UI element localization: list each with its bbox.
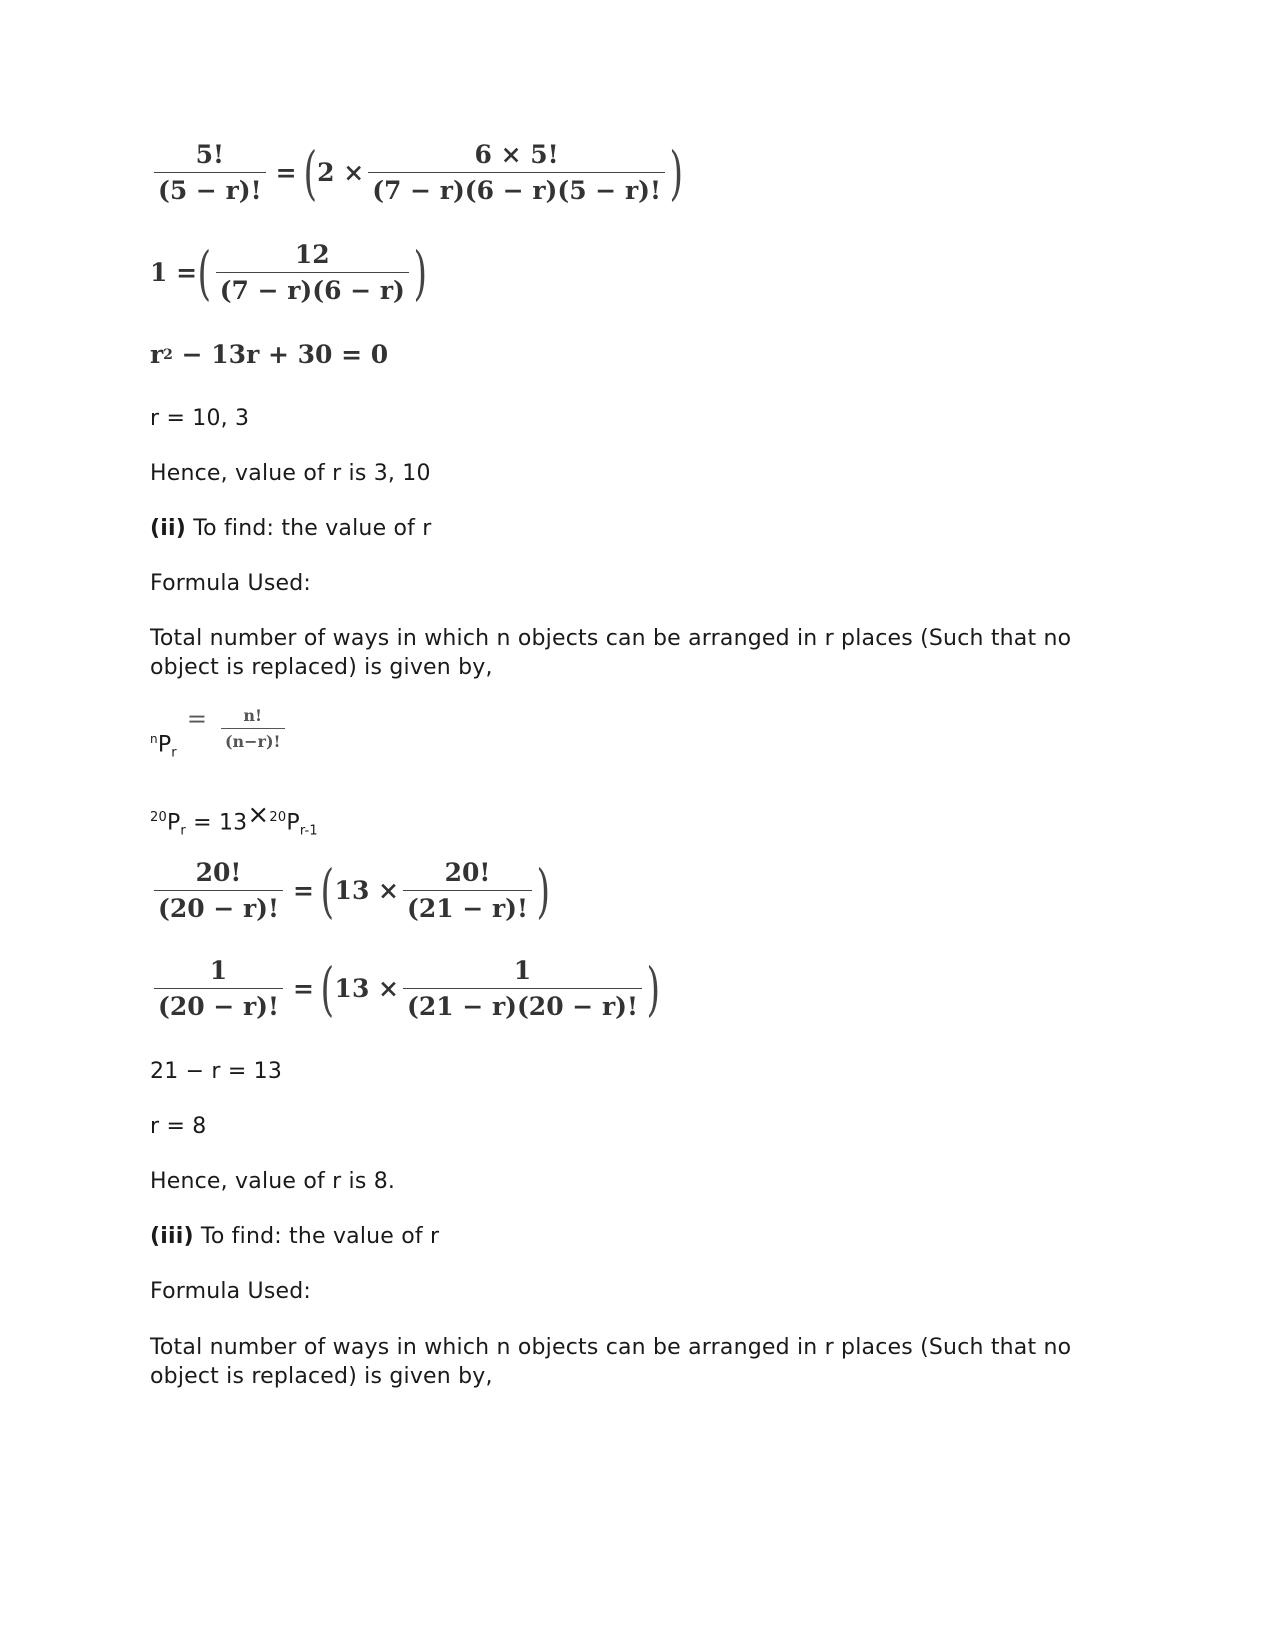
fraction-denominator: (20 − r)! xyxy=(154,890,283,923)
formula-used-label: Formula Used: xyxy=(150,1279,312,1304)
equals-sign: = xyxy=(292,876,314,905)
times-sign: × xyxy=(247,800,270,831)
fraction-numerator: 1 xyxy=(513,956,532,985)
text-21-minus-r: 21 − r = 13 xyxy=(150,1059,283,1084)
fraction-denominator: (5 − r)! xyxy=(154,172,266,205)
pre-superscript: 20 xyxy=(150,810,167,825)
paragraph-line: Total number of ways in which n objects can be arranged in r places (Such that no xyxy=(150,1335,1072,1360)
quadratic-rest: − 13r + 30 = 0 xyxy=(172,340,389,369)
fraction-denominator: (7 − r)(6 − r)(5 − r)! xyxy=(368,172,665,205)
equation-lhs: 1 = xyxy=(150,258,198,287)
subscript: r xyxy=(180,823,186,839)
paragraph-line: object is replaced) is given by, xyxy=(150,655,493,680)
fraction-denominator: (21 − r)! xyxy=(403,890,532,923)
fraction-denominator: (20 − r)! xyxy=(154,988,283,1021)
part-ii-heading xyxy=(150,514,432,543)
npr-p: P xyxy=(157,732,172,758)
part-label: (iii) xyxy=(150,1224,194,1249)
paragraph-line: object is replaced) is given by, xyxy=(150,1364,493,1389)
equation-one-over-20 xyxy=(150,956,661,1021)
fraction-lhs xyxy=(154,140,266,205)
part-iii-heading xyxy=(150,1222,439,1251)
equals-sign: = xyxy=(186,704,207,733)
text-hence-1: Hence, value of r is 3, 10 xyxy=(150,461,431,486)
subscript: r-1 xyxy=(299,823,318,839)
left-paren: ( xyxy=(303,138,317,207)
npr-fraction xyxy=(221,706,285,751)
fraction-lhs xyxy=(154,858,283,923)
left-paren: ( xyxy=(320,954,335,1023)
equation-one-equals xyxy=(150,240,427,305)
fraction-rhs xyxy=(216,240,409,305)
quadratic-exponent: 2 xyxy=(163,346,173,363)
right-paren: ) xyxy=(413,238,427,307)
left-paren: ( xyxy=(197,238,212,307)
npr-definition xyxy=(187,706,289,751)
right-paren: ) xyxy=(669,138,684,207)
fraction-denominator: (n−r)! xyxy=(221,728,285,751)
paragraph-total-ways xyxy=(150,624,1071,682)
coefficient: 13 × xyxy=(334,974,399,1003)
right-paren: ) xyxy=(536,856,551,925)
fraction-rhs xyxy=(368,140,665,205)
npr-symbol xyxy=(150,729,177,764)
coefficient: 13 × xyxy=(334,876,399,905)
paragraph-line: Total number of ways in which n objects can be arranged in r places (Such that no xyxy=(150,626,1072,651)
text-r-equals-8: r = 8 xyxy=(150,1114,207,1139)
equals-sign: = xyxy=(275,158,297,187)
equation-quadratic xyxy=(150,340,388,369)
npr-subscript: r xyxy=(171,746,177,761)
p-symbol: P xyxy=(166,810,181,836)
fraction-denominator: (21 − r)(20 − r)! xyxy=(403,988,642,1021)
equation-middle: = 13 xyxy=(185,810,248,836)
fraction-rhs xyxy=(403,858,532,923)
p-symbol: P xyxy=(286,810,300,836)
left-paren: ( xyxy=(320,856,335,925)
fraction-numerator: n! xyxy=(243,706,263,725)
coefficient: 2 × xyxy=(317,158,365,187)
quadratic-base: r xyxy=(150,340,164,369)
fraction-numerator: 20! xyxy=(195,858,242,887)
part-text: To find: the value of r xyxy=(186,516,432,541)
fraction-denominator: (7 − r)(6 − r) xyxy=(216,272,409,305)
paragraph-total-ways xyxy=(150,1333,1071,1391)
equals-sign: = xyxy=(292,974,314,1003)
part-text: To find: the value of r xyxy=(193,1224,440,1249)
pre-superscript: 20 xyxy=(269,810,287,825)
fraction-rhs xyxy=(403,956,642,1021)
fraction-numerator: 6 × 5! xyxy=(474,140,559,169)
part-label: (ii) xyxy=(150,516,186,541)
npr-pre-superscript: n xyxy=(150,732,158,747)
text-hence-2: Hence, value of r is 8. xyxy=(150,1169,396,1194)
formula-npr xyxy=(150,706,289,766)
formula-used-label: Formula Used: xyxy=(150,571,312,596)
text-r-values: r = 10, 3 xyxy=(150,406,250,431)
fraction-numerator: 5! xyxy=(195,140,224,169)
fraction-numerator: 20! xyxy=(444,858,491,887)
right-paren: ) xyxy=(646,954,661,1023)
equation-20pr xyxy=(150,800,318,846)
fraction-lhs xyxy=(154,956,283,1021)
fraction-numerator: 12 xyxy=(294,240,330,269)
equation-20-factorial xyxy=(150,858,551,923)
fraction-numerator: 1 xyxy=(209,956,228,985)
equation-5-factorial xyxy=(150,140,684,205)
